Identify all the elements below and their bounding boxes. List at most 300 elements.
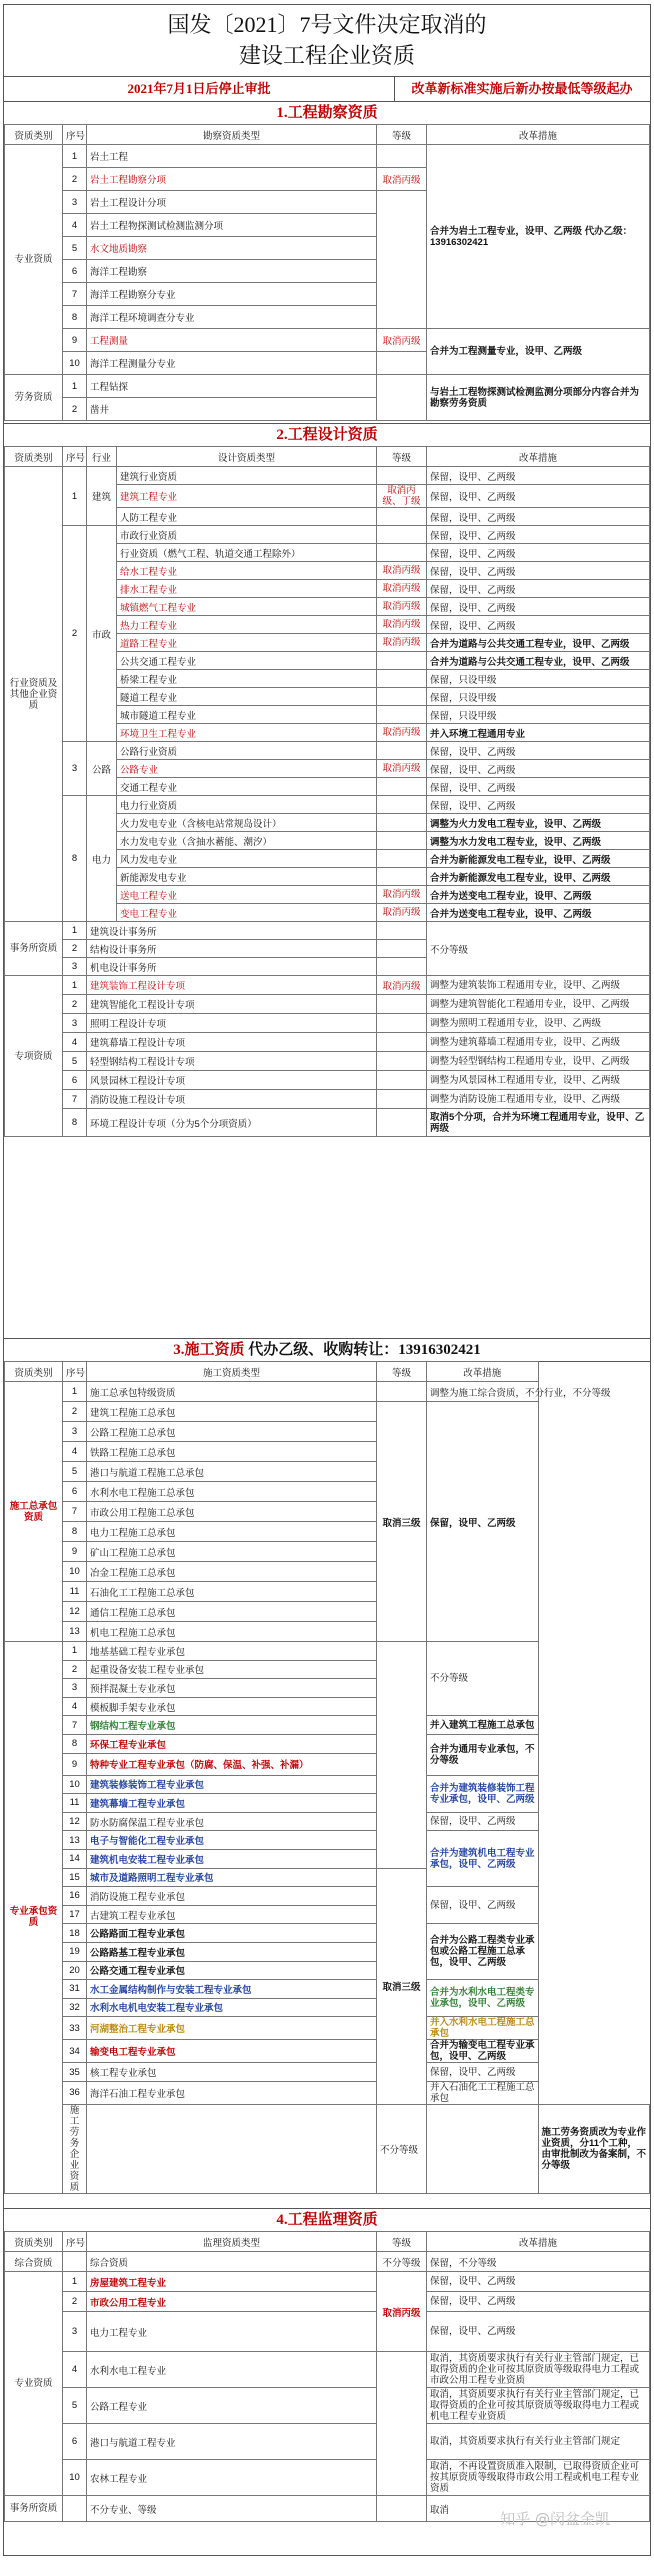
type-name: 海洋石油工程专业承包 <box>87 2081 377 2104</box>
measure-cell: 保留，只设甲级 <box>427 670 650 688</box>
row-number: 12 <box>63 1602 87 1622</box>
table-row <box>5 2292 650 2312</box>
table-row <box>5 1462 650 1482</box>
table-row <box>5 976 650 995</box>
table-row <box>5 2272 650 2292</box>
table-row <box>5 1382 650 1402</box>
type-name: 公路专业 <box>117 760 377 778</box>
row-number: 33 <box>63 2017 87 2040</box>
type-name: 电子与智能化工程专业承包 <box>87 1831 377 1850</box>
type-name: 预拌混凝土专业承包 <box>87 1679 377 1698</box>
type-name: 海洋工程勘察 <box>87 260 377 283</box>
row-number: 31 <box>63 1980 87 1999</box>
type-name: 古建筑工程专业承包 <box>87 1905 377 1924</box>
table-row <box>5 2312 650 2352</box>
measure-cell: 合并为送变电工程专业，设甲、乙两级 <box>427 886 650 904</box>
table-row <box>5 1998 650 2017</box>
level-cell <box>377 467 427 485</box>
type-name: 电力行业资质 <box>117 796 377 814</box>
row-number <box>87 2104 377 2193</box>
row-number: 1 <box>63 976 87 995</box>
row-number: 2 <box>63 995 87 1014</box>
type-name: 水文地质勘察 <box>87 237 377 260</box>
type-name: 工程测量 <box>87 329 377 352</box>
type-name: 水利水电机电安装工程专业承包 <box>87 1998 377 2017</box>
measure-cell: 合并为岩土工程专业，设甲、乙两级 代办乙级：13916302421 <box>427 145 650 329</box>
measure-cell: 保留，设甲、乙两级 <box>427 1812 539 1831</box>
header-measure: 改革措施 <box>427 2232 650 2252</box>
type-name: 变电工程专业 <box>117 904 377 922</box>
type-name: 建筑行业资质 <box>117 467 377 485</box>
table-row <box>5 2040 650 2063</box>
row-number: 3 <box>63 191 87 214</box>
measure-cell: 保留，设甲、乙两级 <box>427 2292 650 2312</box>
row-number: 2 <box>63 526 87 742</box>
header-level: 等级 <box>377 1362 427 1382</box>
row-number: 36 <box>63 2081 87 2104</box>
category-cell: 劳务资质 <box>5 375 63 421</box>
header-level: 等级 <box>377 125 427 145</box>
header-industry: 行业 <box>87 447 117 467</box>
table-row <box>5 1602 650 1622</box>
table-row <box>5 1660 650 1679</box>
table-row <box>5 1442 650 1462</box>
measure-cell: 并入建筑工程施工总承包 <box>427 1716 539 1735</box>
type-name: 城市及道路照明工程专业承包 <box>87 1868 377 1887</box>
measure-cell: 保留，设甲、乙两级 <box>427 508 650 526</box>
category-cell: 事务所资质 <box>5 922 63 976</box>
row-number: 35 <box>63 2063 87 2082</box>
measure-cell: 取消，其资质要求执行有关行业主管部门规定，已取得资质的企业可按其原资质等级取得电力工程或市政公用工程专业资质 <box>427 2352 650 2388</box>
type-name: 建筑幕墙工程设计专项 <box>87 1033 377 1052</box>
row-number: 3 <box>63 2312 87 2352</box>
type-name: 市政公用工程施工总承包 <box>87 1502 377 1522</box>
row-number: 11 <box>63 1582 87 1602</box>
row-number: 5 <box>63 2388 87 2424</box>
measure-cell: 合并为通用专业承包，不分等级 <box>427 1734 539 1775</box>
type-name: 河湖整治工程专业承包 <box>87 2017 377 2040</box>
level-cell <box>377 706 427 724</box>
measure-cell: 施工劳务资质改为专业作业资质，分11个工种，由审批制改为备案制，不分等级 <box>538 2104 650 2193</box>
row-number: 7 <box>63 1090 87 1109</box>
category-cell: 事务所资质 <box>5 2496 63 2522</box>
row-number: 16 <box>63 1887 87 1906</box>
level-cell <box>377 1642 427 1869</box>
category-cell: 施工劳务企业资质 <box>63 2104 87 2193</box>
table-row <box>5 2352 650 2388</box>
row-number: 12 <box>63 1812 87 1831</box>
table-row <box>5 796 650 814</box>
measure-cell: 保留，设甲、乙两级 <box>427 2272 650 2292</box>
measure-cell: 调整为水力发电工程专业，设甲、乙两级 <box>427 832 650 850</box>
header-no: 序号 <box>63 125 87 145</box>
type-name: 环境卫生工程专业 <box>117 724 377 742</box>
row-number: 13 <box>63 1831 87 1850</box>
type-name: 矿山工程施工总承包 <box>87 1542 377 1562</box>
level-cell: 取消丙级、丁级 <box>377 485 427 508</box>
row-number: 15 <box>63 1868 87 1887</box>
type-name: 公路交通工程专业承包 <box>87 1961 377 1980</box>
table-row <box>5 467 650 485</box>
title-line-2: 建设工程企业资质 <box>238 43 415 68</box>
header-level: 等级 <box>377 2232 427 2252</box>
row-number: 1 <box>63 2272 87 2292</box>
industry-cell: 公路 <box>87 742 117 796</box>
level-cell <box>377 796 427 814</box>
measure-cell: 调整为消防设施工程通用专业，设甲、乙两级 <box>427 1090 650 1109</box>
header-category: 资质类别 <box>5 447 63 467</box>
level-cell <box>377 526 427 544</box>
type-name: 消防设施工程专业承包 <box>87 1887 377 1906</box>
measure-cell: 保留，设甲、乙两级 <box>427 526 650 544</box>
level-cell <box>377 652 427 670</box>
type-name: 排水工程专业 <box>117 580 377 598</box>
table-row <box>5 1090 650 1109</box>
type-name: 建筑装饰工程设计专项 <box>87 976 377 995</box>
row-number: 2 <box>63 398 87 421</box>
measure-cell: 并入水利水电工程施工总承包 <box>427 2017 539 2040</box>
type-name: 公路工程专业 <box>87 2388 377 2424</box>
type-name: 房屋建筑工程专业 <box>87 2272 377 2292</box>
row-number: 14 <box>63 1849 87 1868</box>
header-measure: 改革措施 <box>427 1362 539 1382</box>
type-name: 城市隧道工程专业 <box>117 706 377 724</box>
level-cell <box>377 688 427 706</box>
table-row <box>5 1402 650 1422</box>
table-row <box>5 1961 650 1980</box>
measure-cell: 保留，不分等级 <box>427 2252 650 2272</box>
level-cell <box>427 2104 539 2193</box>
type-name: 起重设备安装工程专业承包 <box>87 1660 377 1679</box>
row-number: 3 <box>63 742 87 796</box>
level-cell <box>377 814 427 832</box>
table-row <box>5 1753 650 1775</box>
type-name: 综合资质 <box>87 2252 377 2272</box>
level-cell <box>377 670 427 688</box>
type-name: 水利水电工程专业 <box>87 2352 377 2388</box>
row-number: 4 <box>63 214 87 237</box>
type-name: 行业资质（燃气工程、轨道交通工程除外） <box>117 544 377 562</box>
measure-cell: 取消5个分项，合并为环境工程通用专业，设甲、乙两级 <box>427 1109 650 1137</box>
table-row <box>5 1562 650 1582</box>
type-name: 建筑设计事务所 <box>87 922 377 940</box>
table-row <box>5 2104 650 2193</box>
measure-cell: 保留，设甲、乙两级 <box>427 742 650 760</box>
type-name: 桥梁工程专业 <box>117 670 377 688</box>
table-row <box>5 145 650 168</box>
measure-cell: 取消，不再设置资质准入限制，已取得资质企业可按其原资质等级取得市政公用工程或机电工程专业资质 <box>427 2460 650 2496</box>
type-name: 风力发电专业 <box>117 850 377 868</box>
measure-cell: 并入石油化工工程施工总承包 <box>427 2081 539 2104</box>
level-cell: 取消丙级 <box>377 616 427 634</box>
row-number: 20 <box>63 1961 87 1980</box>
measure-cell: 保留，只设甲级 <box>427 688 650 706</box>
type-name: 海洋工程测量分专业 <box>87 352 377 375</box>
measure-cell: 保留，设甲、乙两级 <box>427 2063 539 2082</box>
measure-cell: 合并为道路与公共交通工程专业，设甲、乙两级 <box>427 634 650 652</box>
measure-cell: 合并为建筑机电工程专业承包，设甲、乙两级 <box>427 1831 539 1887</box>
row-number: 2 <box>63 1402 87 1422</box>
measure-cell: 合并为水利水电工程类专业承包，设甲、乙两级 <box>427 1980 539 2017</box>
row-number: 8 <box>63 1522 87 1542</box>
table-row <box>5 2017 650 2040</box>
table-row <box>5 2424 650 2460</box>
row-number: 2 <box>63 2292 87 2312</box>
type-name: 道路工程专业 <box>117 634 377 652</box>
measure-cell: 调整为建筑智能化工程通用专业，设甲、乙两级 <box>427 995 650 1014</box>
level-cell: 取消丙级 <box>377 724 427 742</box>
level-cell <box>377 1382 427 1402</box>
watermark: 知乎 @闵盆金凯 <box>500 2510 610 2528</box>
design-table <box>4 446 650 1137</box>
type-name: 热力工程专业 <box>117 616 377 634</box>
measure-cell: 合并为公路工程类专业承包或公路工程施工总承包，设甲、乙两级 <box>427 1924 539 1980</box>
banner-left: 2021年7月1日后停止审批 <box>4 77 395 101</box>
row-number: 6 <box>63 1071 87 1090</box>
row-number: 7 <box>63 1716 87 1735</box>
type-name: 公路行业资质 <box>117 742 377 760</box>
table-row <box>5 1697 650 1716</box>
header-category: 资质类别 <box>5 2232 63 2252</box>
table-row <box>5 1980 650 1999</box>
measure-cell: 保留，设甲、乙两级 <box>427 467 650 485</box>
category-cell: 专业资质 <box>5 2272 63 2496</box>
level-cell: 取消丙级 <box>377 168 427 191</box>
table-row <box>5 329 650 352</box>
measure-cell: 合并为道路与公共交通工程专业，设甲、乙两级 <box>427 652 650 670</box>
table-row <box>5 1642 650 1661</box>
row-number: 34 <box>63 2040 87 2063</box>
table-row <box>5 742 650 760</box>
row-number: 6 <box>63 2424 87 2460</box>
type-name: 通信工程施工总承包 <box>87 1602 377 1622</box>
measure-cell: 保留，设甲、乙两级 <box>427 544 650 562</box>
measure-cell: 调整为轻型钢结构工程通用专业，设甲、乙两级 <box>427 1052 650 1071</box>
header-measure: 改革措施 <box>427 125 650 145</box>
type-name: 地基基础工程专业承包 <box>87 1642 377 1661</box>
row-number: 4 <box>63 1033 87 1052</box>
type-name: 施工总承包特级资质 <box>87 1382 377 1402</box>
level-cell <box>377 1033 427 1052</box>
row-number: 2 <box>63 168 87 191</box>
type-name: 送电工程专业 <box>117 886 377 904</box>
measure-cell: 保留，设甲、乙两级 <box>427 2312 650 2352</box>
level-cell <box>377 742 427 760</box>
type-name: 海洋工程环境调查分专业 <box>87 306 377 329</box>
section-construction-contact: 代办乙级、收购转让：13916302421 <box>244 1342 481 1358</box>
row-number: 1 <box>63 1382 87 1402</box>
banner <box>4 77 650 102</box>
row-number: 3 <box>63 1422 87 1442</box>
header-type: 设计资质类型 <box>117 447 377 467</box>
category-cell: 专业资质 <box>5 145 63 375</box>
row-number: 8 <box>63 796 87 922</box>
table-header-row <box>5 447 650 467</box>
row-number: 1 <box>63 467 87 526</box>
type-name: 冶金工程施工总承包 <box>87 1562 377 1582</box>
header-no: 序号 <box>63 1362 87 1382</box>
level-cell <box>377 958 427 976</box>
table-row <box>5 1482 650 1502</box>
table-row <box>5 1582 650 1602</box>
type-name: 电力工程施工总承包 <box>87 1522 377 1542</box>
section-construction-title <box>4 1338 650 1362</box>
type-name: 铁路工程施工总承包 <box>87 1442 377 1462</box>
level-cell <box>377 352 427 375</box>
row-number: 4 <box>63 1697 87 1716</box>
row-number: 5 <box>63 1462 87 1482</box>
measure-cell: 合并为送变电工程专业，设甲、乙两级 <box>427 904 650 922</box>
table-row <box>5 1794 650 1813</box>
measure-cell: 保留，设甲、乙两级 <box>427 1402 539 1642</box>
level-cell: 取消三级 <box>377 1868 427 2104</box>
measure-cell: 合并为工程测量专业，设甲、乙两级 <box>427 329 650 375</box>
table-row <box>5 2252 650 2272</box>
document-page <box>3 4 651 2556</box>
table-row <box>5 922 650 940</box>
category-cell: 施工总承包资质 <box>5 1382 63 1642</box>
row-number: 3 <box>63 958 87 976</box>
type-name: 市政行业资质 <box>117 526 377 544</box>
level-cell: 取消丙级 <box>377 760 427 778</box>
type-name: 公路路面工程专业承包 <box>87 1924 377 1943</box>
measure-cell: 合并为输变电工程专业承包，设甲、乙两级 <box>427 2040 539 2063</box>
row-number: 3 <box>63 1014 87 1033</box>
row-number: 10 <box>63 1562 87 1582</box>
type-name: 不分等级 <box>377 2104 427 2193</box>
table-header-row <box>5 1362 650 1382</box>
level-cell: 不分等级 <box>377 2252 427 2272</box>
table-row <box>5 1052 650 1071</box>
row-number: 4 <box>63 1442 87 1462</box>
table-row <box>5 1924 650 1943</box>
measure-cell: 取消，其资质要求执行有关行业主管部门规定，已取得资质的企业可按其原资质等级取得电力工程或机电工程专业资质 <box>427 2388 650 2424</box>
type-name: 建筑工程专业 <box>117 485 377 508</box>
level-cell: 取消三级 <box>377 1402 427 1642</box>
type-name: 消防设施工程设计专项 <box>87 1090 377 1109</box>
row-number: 10 <box>63 352 87 375</box>
level-cell <box>377 995 427 1014</box>
table-row <box>5 1422 650 1442</box>
row-number: 7 <box>63 1502 87 1522</box>
type-name: 农林工程专业 <box>87 2460 377 2496</box>
measure-cell: 不分等级 <box>427 922 650 976</box>
type-name: 新能源发电专业 <box>117 868 377 886</box>
type-name: 水力发电专业（含抽水蓄能、潮汐） <box>117 832 377 850</box>
section-survey-title: 1.工程勘察资质 <box>4 101 650 125</box>
measure-cell: 保留，设甲、乙两级 <box>427 580 650 598</box>
measure-cell: 并入环境工程通用专业 <box>427 724 650 742</box>
table-row <box>5 2388 650 2424</box>
section-design-title: 2.工程设计资质 <box>4 423 650 447</box>
type-name: 凿井 <box>87 398 377 421</box>
row-number: 18 <box>63 1924 87 1943</box>
table-row <box>5 1716 650 1735</box>
row-number: 4 <box>63 2352 87 2388</box>
table-row <box>5 1942 650 1961</box>
type-name: 输变电工程专业承包 <box>87 2040 377 2063</box>
type-name: 核工程专业承包 <box>87 2063 377 2082</box>
level-cell <box>377 375 427 421</box>
row-number: 5 <box>63 1052 87 1071</box>
table-row <box>5 2081 650 2104</box>
level-cell <box>377 191 427 329</box>
row-number: 6 <box>63 260 87 283</box>
industry-cell: 电力 <box>87 796 117 922</box>
page-title <box>4 5 650 77</box>
type-name: 岩土工程勘察分项 <box>87 168 377 191</box>
supervision-table <box>4 2231 650 2522</box>
table-row <box>5 1812 650 1831</box>
measure-cell: 保留，设甲、乙两级 <box>427 760 650 778</box>
measure-cell: 保留，设甲、乙两级 <box>427 796 650 814</box>
row-number: 1 <box>63 922 87 940</box>
level-cell <box>377 922 427 940</box>
row-number: 9 <box>63 1753 87 1775</box>
level-cell <box>377 2352 427 2496</box>
type-name: 机电设计事务所 <box>87 958 377 976</box>
type-name: 港口与航道工程专业 <box>87 2424 377 2460</box>
table-row <box>5 1734 650 1753</box>
table-row <box>5 1905 650 1924</box>
table-row <box>5 375 650 398</box>
measure-cell: 调整为火力发电工程专业，设甲、乙两级 <box>427 814 650 832</box>
level-cell: 取消丙级 <box>377 2272 427 2352</box>
row-number: 8 <box>63 1109 87 1137</box>
survey-table <box>4 124 650 421</box>
row-number: 1 <box>63 375 87 398</box>
table-row <box>5 1775 650 1794</box>
title-line-1: 国发〔2021〕7号文件决定取消的 <box>167 12 487 37</box>
measure-cell: 调整为建筑幕墙工程通用专业，设甲、乙两级 <box>427 1033 650 1052</box>
row-number <box>63 2252 87 2272</box>
level-cell <box>377 1090 427 1109</box>
table-row <box>5 1109 650 1137</box>
section-construction-label: 3.施工资质 <box>173 1342 245 1358</box>
type-name: 电力工程专业 <box>87 2312 377 2352</box>
level-cell: 取消丙级 <box>377 904 427 922</box>
measure-cell: 取消，其资质要求执行有关行业主管部门规定 <box>427 2424 650 2460</box>
type-name: 公共交通工程专业 <box>117 652 377 670</box>
table-row <box>5 1868 650 1887</box>
level-cell <box>377 1071 427 1090</box>
measure-cell: 保留，设甲、乙两级 <box>427 778 650 796</box>
type-name: 岩土工程 <box>87 145 377 168</box>
category-cell: 行业资质及其他企业资质 <box>5 467 63 922</box>
type-name: 岩土工程设计分项 <box>87 191 377 214</box>
category-cell: 综合资质 <box>5 2252 63 2272</box>
measure-cell: 保留，设甲、乙两级 <box>427 598 650 616</box>
type-name: 港口与航道工程施工总承包 <box>87 1462 377 1482</box>
type-name: 水工金属结构制作与安装工程专业承包 <box>87 1980 377 1999</box>
type-name: 不分专业、等级 <box>87 2496 377 2522</box>
category-cell: 专项资质 <box>5 976 63 1137</box>
header-level: 等级 <box>377 447 427 467</box>
level-cell <box>377 1052 427 1071</box>
industry-cell: 建筑 <box>87 467 117 526</box>
type-name: 照明工程设计专项 <box>87 1014 377 1033</box>
type-name: 市政公用工程专业 <box>87 2292 377 2312</box>
row-number: 1 <box>63 145 87 168</box>
level-cell <box>377 1014 427 1033</box>
row-number: 13 <box>63 1622 87 1642</box>
table-row <box>5 1849 650 1868</box>
measure-cell: 合并为新能源发电工程专业，设甲、乙两级 <box>427 850 650 868</box>
table-row <box>5 1502 650 1522</box>
level-cell <box>377 544 427 562</box>
banner-right: 改革新标准实施后新办按最低等级起办 <box>411 81 633 96</box>
table-row <box>5 1014 650 1033</box>
